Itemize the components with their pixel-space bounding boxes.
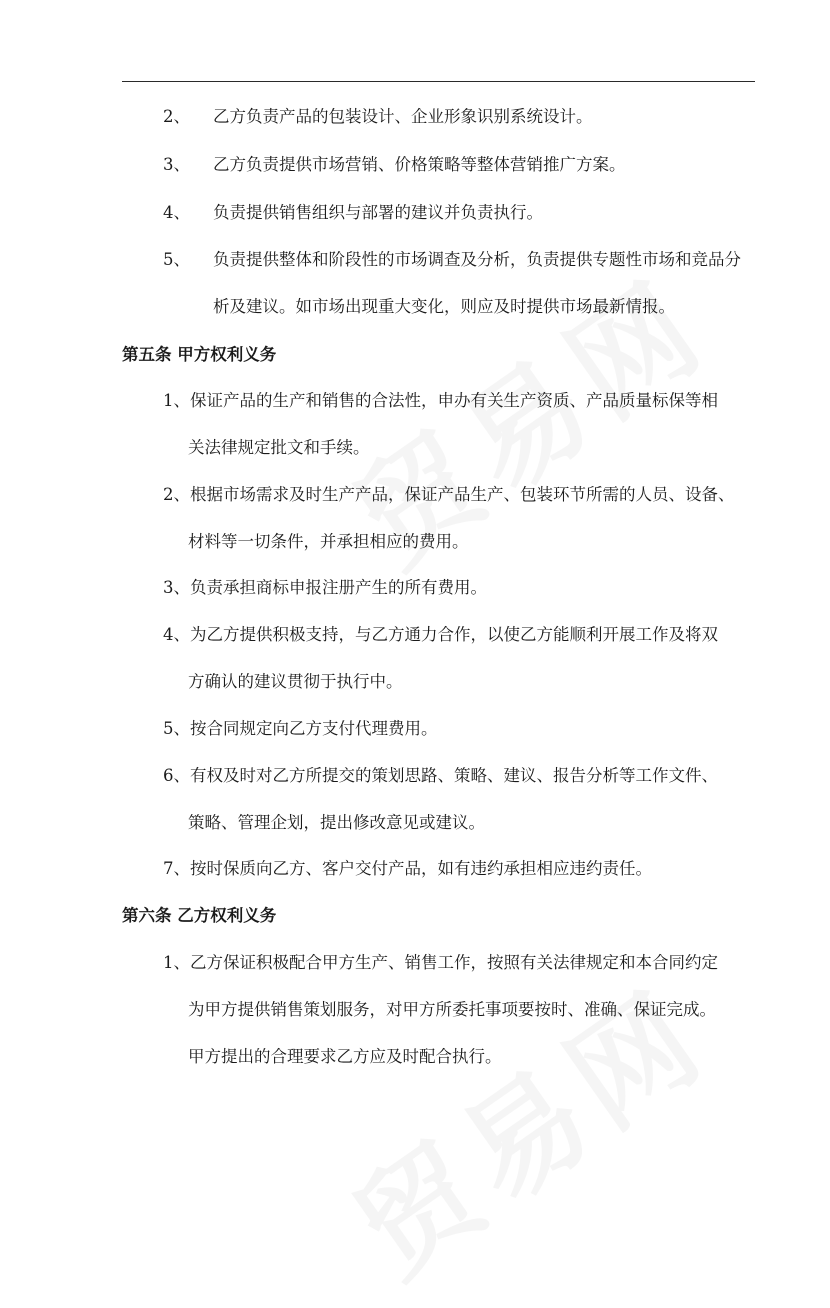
item-number: 2、 [163,485,190,504]
item-continuation: 甲方提出的合理要求乙方应及时配合执行。 [188,1047,502,1066]
list-item [163,718,438,740]
item-continuation: 材料等一切条件，并承担相应的费用。 [188,532,469,551]
item-text: 负责提供整体和阶段性的市场调查及分析，负责提供专题性市场和竞品分 [213,250,741,269]
item-number: 7、 [163,859,190,878]
item-continuation: 为甲方提供销售策划服务，对甲方所委托事项要按时、准确、保证完成。 [188,1000,716,1019]
section-heading: 第五条 甲方权利义务 [122,345,277,364]
item-number: 2、 [163,107,190,126]
item-text: 按时保质向乙方、客户交付产品，如有违约承担相应违约责任。 [190,859,652,878]
item-number: 3、 [163,155,190,174]
item-text: 乙方负责产品的包装设计、企业形象识别系统设计。 [213,107,593,126]
list-item [163,577,487,599]
item-number: 3、 [163,578,190,597]
item-continuation: 析及建议。如市场出现重大变化，则应及时提供市场最新情报。 [213,297,675,316]
item-number: 4、 [163,203,190,222]
list-item [163,249,741,271]
item-continuation: 策略、管理企划，提出修改意见或建议。 [188,813,485,832]
item-continuation: 关法律规定批文和手续。 [188,438,370,457]
item-number: 6、 [163,766,190,785]
item-text: 保证产品的生产和销售的合法性，申办有关生产资质、产品质量标保等相 [190,391,718,410]
header-rule [122,81,755,82]
item-text: 负责承担商标申报注册产生的所有费用。 [190,578,487,597]
item-number: 5、 [163,250,190,269]
item-number: 5、 [163,719,190,738]
item-text: 乙方保证积极配合甲方生产、销售工作，按照有关法律规定和本合同约定 [190,953,718,972]
list-item [163,765,718,787]
list-item [163,390,718,412]
item-number: 1、 [163,953,190,972]
item-text: 负责提供销售组织与部署的建议并负责执行。 [213,203,543,222]
list-item [163,154,626,176]
list-item [163,202,543,224]
section-heading: 第六条 乙方权利义务 [122,906,277,925]
item-number: 1、 [163,391,190,410]
item-continuation: 方确认的建议贯彻于执行中。 [188,672,403,691]
item-text: 根据市场需求及时生产产品，保证产品生产、包装环节所需的人员、设备、 [190,485,735,504]
item-text: 按合同规定向乙方支付代理费用。 [190,719,438,738]
item-text: 为乙方提供积极支持，与乙方通力合作，以使乙方能顺利开展工作及将双 [190,625,718,644]
item-number: 4、 [163,625,190,644]
list-item [163,484,735,506]
list-item [163,858,652,880]
item-text: 有权及时对乙方所提交的策划思路、策略、建议、报告分析等工作文件、 [190,766,718,785]
list-item [163,952,718,974]
list-item [163,624,718,646]
list-item [163,106,593,128]
item-text: 乙方负责提供市场营销、价格策略等整体营销推广方案。 [213,155,626,174]
